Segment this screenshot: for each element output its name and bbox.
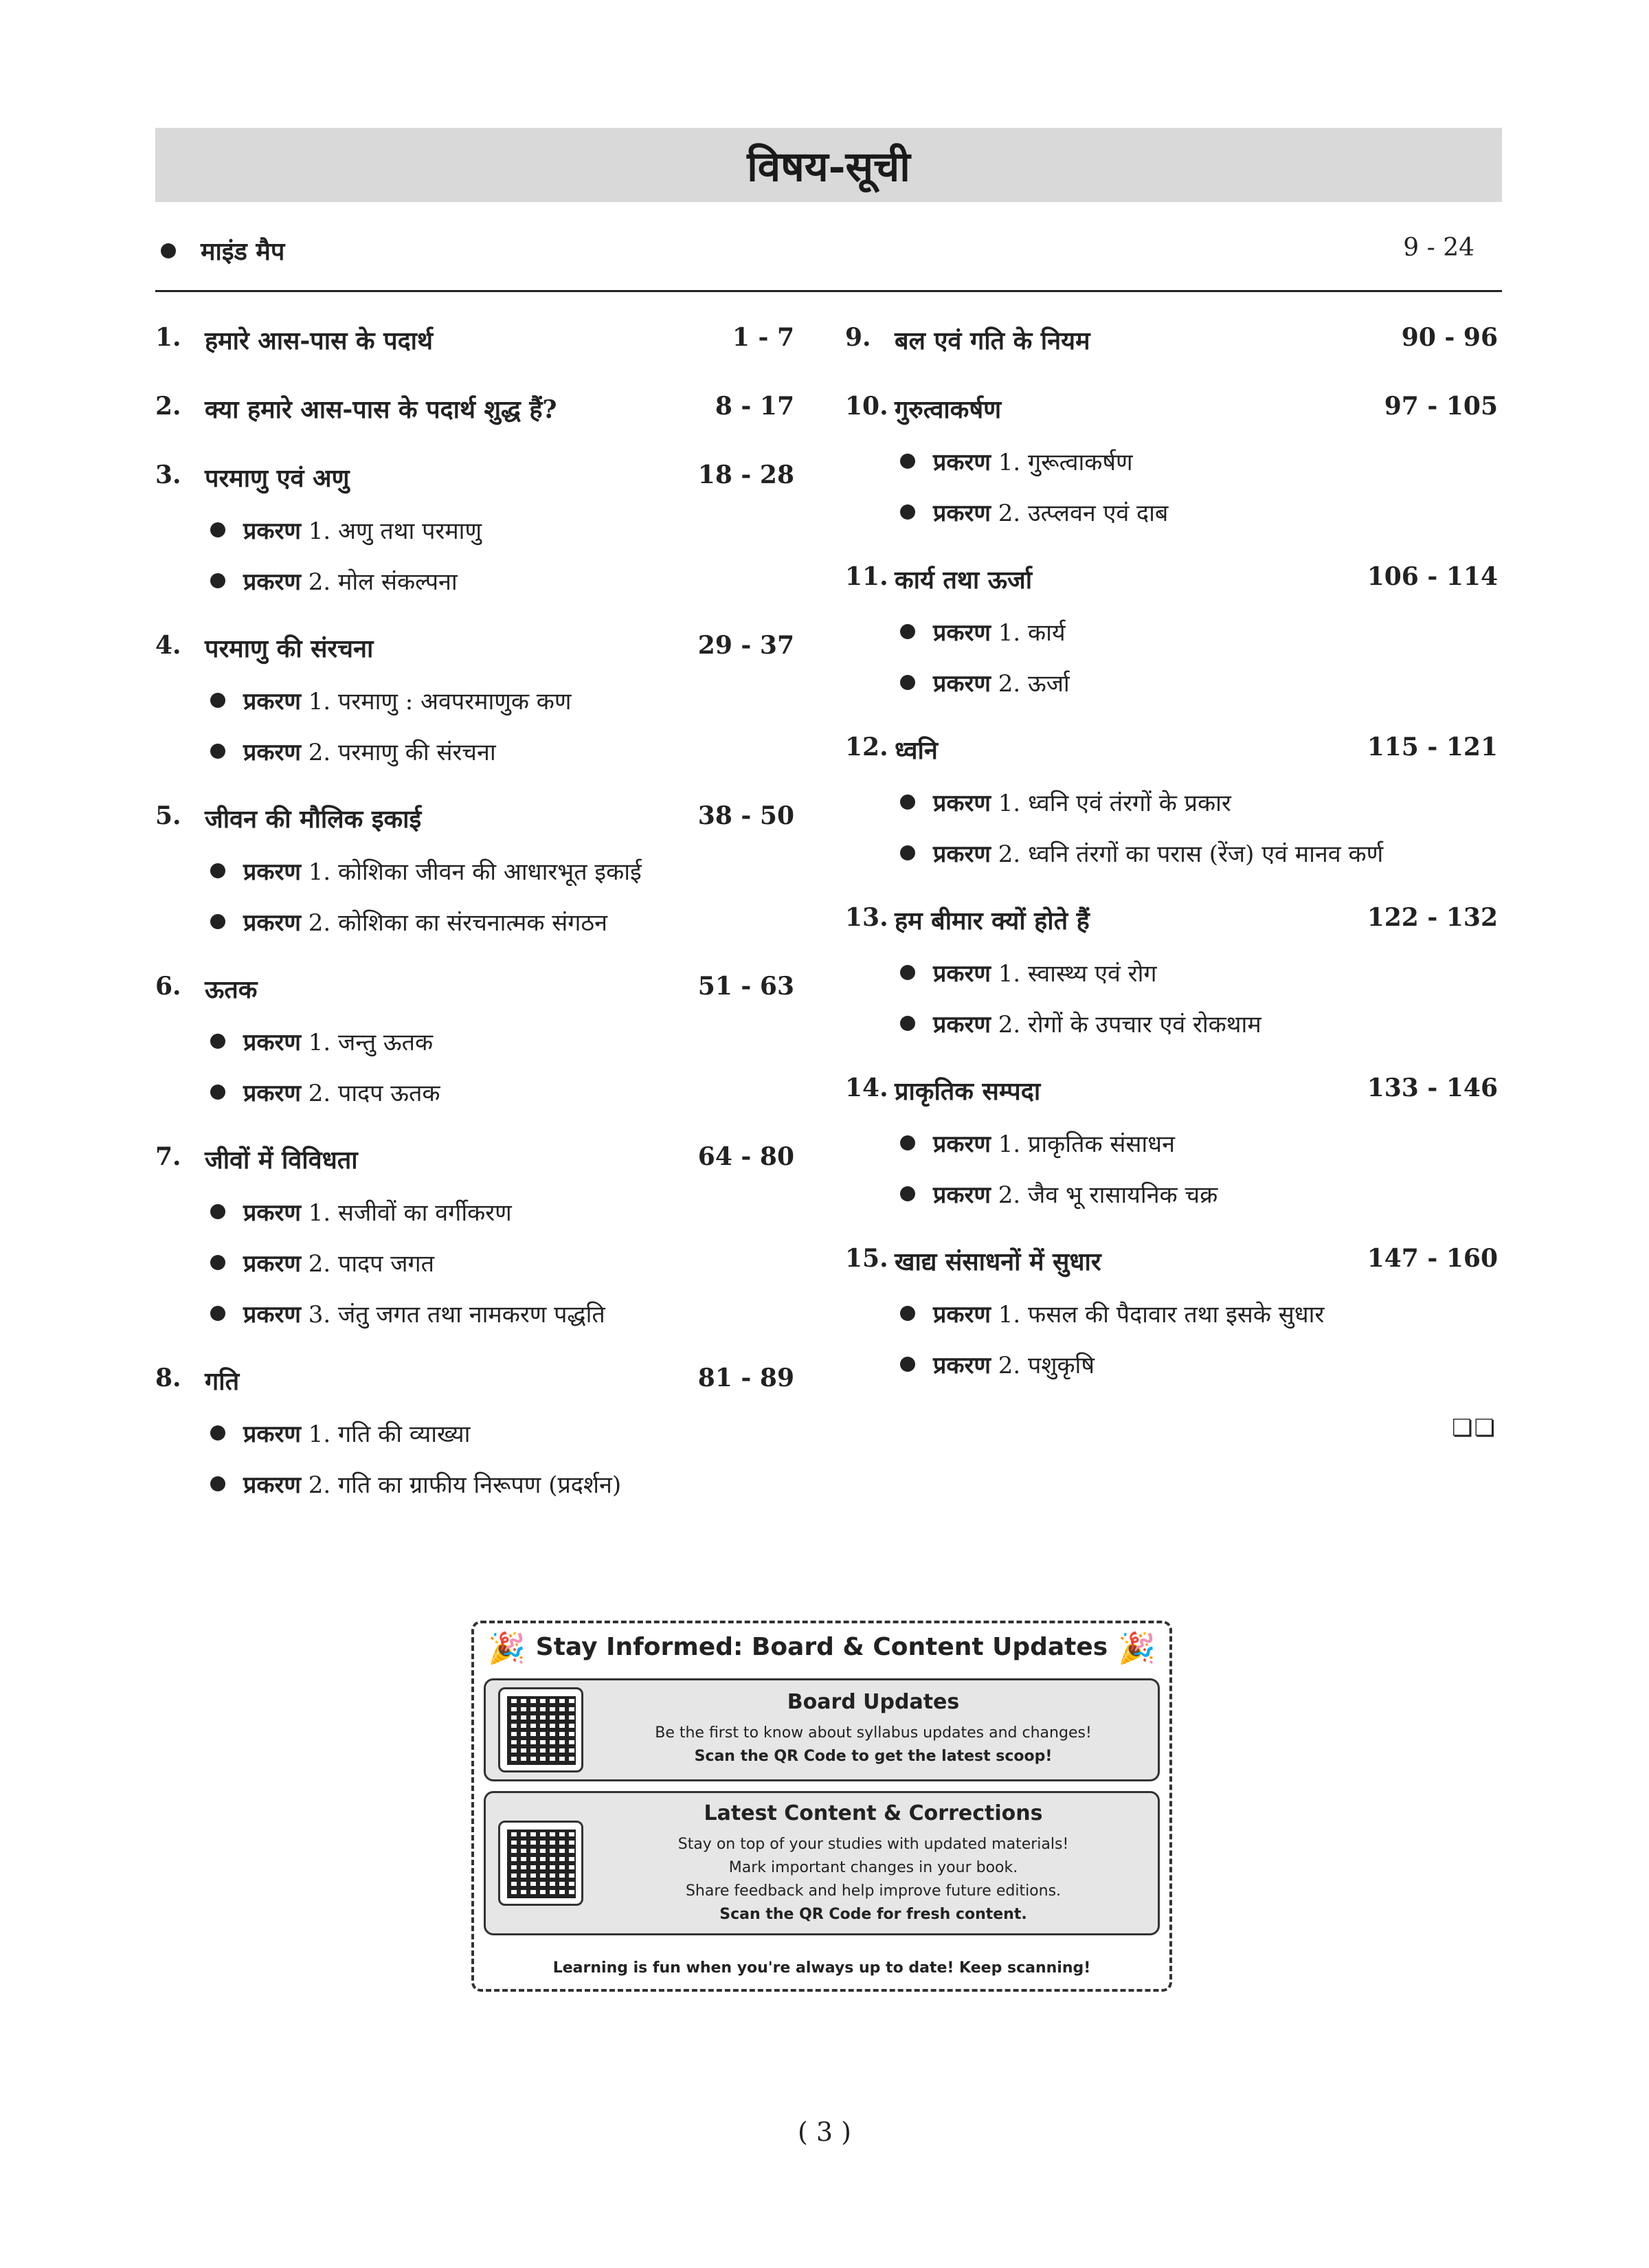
mind-map-label: माइंड मैप bbox=[201, 237, 285, 266]
bullet-icon bbox=[900, 454, 915, 469]
bullet-icon bbox=[900, 845, 915, 860]
content-updates-line: Mark important changes in your book. bbox=[728, 1859, 1018, 1876]
section-prefix: प्रकरण bbox=[243, 739, 301, 766]
section-row[interactable] bbox=[155, 906, 794, 957]
section-row[interactable] bbox=[845, 1348, 1498, 1399]
section-row[interactable] bbox=[155, 1298, 794, 1348]
bullet-icon bbox=[210, 1204, 225, 1219]
section-prefix: प्रकरण bbox=[933, 619, 991, 647]
chapter-title: परमाणु एवं अणु bbox=[205, 464, 350, 493]
content-updates-line: Share feedback and help improve future editions. bbox=[685, 1882, 1062, 1900]
chapter-row[interactable] bbox=[155, 1364, 794, 1417]
board-updates-line: Scan the QR Code to get the latest scoop! bbox=[694, 1748, 1053, 1765]
section-text: 1. फसल की पैदावार तथा इसके सुधार bbox=[998, 1301, 1325, 1328]
chapter-row[interactable] bbox=[155, 1142, 794, 1196]
toc-right-column bbox=[845, 323, 1498, 1442]
bullet-icon bbox=[210, 522, 225, 537]
chapter-number: 12. bbox=[845, 733, 888, 761]
bullet-icon bbox=[900, 1357, 915, 1372]
bullet-icon bbox=[900, 965, 915, 980]
section-prefix: प्रकरण bbox=[243, 1421, 301, 1448]
board-updates-line: Be the first to know about syllabus updates and changes! bbox=[655, 1724, 1092, 1742]
section-row[interactable] bbox=[155, 855, 794, 906]
page-title: विषय-सूची bbox=[747, 143, 910, 191]
section-text: 3. जंतु जगत तथा नामकरण पद्धति bbox=[308, 1301, 605, 1328]
section-prefix: प्रकरण bbox=[933, 1301, 991, 1328]
content-updates-title: Latest Content & Corrections bbox=[704, 1801, 1043, 1825]
section-prefix: प्रकरण bbox=[243, 909, 301, 937]
chapter-pages: 8 - 17 bbox=[715, 392, 794, 421]
section-row[interactable] bbox=[155, 735, 794, 786]
section-title bbox=[243, 1076, 440, 1108]
section-prefix: प्रकरण bbox=[243, 1080, 301, 1107]
chapter-pages: 29 - 37 bbox=[697, 631, 794, 660]
chapter-number: 1. bbox=[155, 323, 181, 352]
bullet-icon bbox=[210, 744, 225, 759]
chapter-number: 10. bbox=[845, 392, 888, 421]
section-title bbox=[243, 1468, 621, 1500]
board-updates-title: Board Updates bbox=[787, 1690, 960, 1714]
section-text: 2. परमाणु की संरचना bbox=[308, 739, 496, 766]
chapter-number: 3. bbox=[155, 460, 181, 489]
board-updates-panel bbox=[484, 1678, 1160, 1781]
section-text: 2. ऊर्जा bbox=[998, 670, 1070, 698]
section-text: 1. जन्तु ऊतक bbox=[308, 1029, 434, 1056]
chapter-title: जीवन की मौलिक इकाई bbox=[205, 805, 422, 834]
end-mark-icon: ❏❏ bbox=[1452, 1414, 1496, 1442]
section-title bbox=[243, 855, 642, 887]
section-title bbox=[933, 1127, 1175, 1159]
chapter-title: गुरुत्वाकर्षण bbox=[895, 395, 1002, 424]
section-text: 2. पशुकृषि bbox=[998, 1352, 1095, 1379]
chapter-number: 11. bbox=[845, 562, 888, 591]
section-title bbox=[243, 1298, 605, 1329]
chapter-title: क्या हमारे आस-पास के पदार्थ शुद्ध हैं? bbox=[205, 395, 557, 424]
mind-map-pages: 9 - 24 bbox=[1403, 234, 1474, 262]
bullet-icon bbox=[210, 1306, 225, 1321]
chapter-row[interactable] bbox=[155, 631, 794, 685]
section-text: 2. गति का ग्राफीय निरूपण (प्रदर्शन) bbox=[308, 1471, 622, 1499]
chapter-title: परमाणु की संरचना bbox=[205, 634, 374, 663]
section-title bbox=[933, 786, 1231, 818]
section-title bbox=[933, 1298, 1324, 1329]
section-title bbox=[933, 445, 1133, 477]
chapter-row[interactable] bbox=[155, 323, 794, 377]
page-number: ( 3 ) bbox=[798, 2117, 851, 2147]
chapter-row[interactable] bbox=[845, 903, 1498, 957]
section-text: 1. प्राकृतिक संसाधन bbox=[998, 1131, 1175, 1158]
section-title bbox=[933, 837, 1383, 869]
chapter-title: जीवों में विविधता bbox=[205, 1146, 358, 1175]
section-row[interactable] bbox=[155, 685, 794, 735]
section-prefix: प्रकरण bbox=[933, 500, 991, 527]
section-prefix: प्रकरण bbox=[243, 518, 301, 545]
section-prefix: प्रकरण bbox=[243, 858, 301, 886]
chapter-pages: 81 - 89 bbox=[697, 1364, 794, 1392]
chapter-row[interactable] bbox=[155, 460, 794, 514]
section-title bbox=[933, 957, 1157, 988]
chapter-pages: 1 - 7 bbox=[732, 323, 794, 352]
updates-footer: Learning is fun when you're always up to date! Keep scanning! bbox=[552, 1959, 1091, 1977]
chapter-row[interactable] bbox=[155, 392, 794, 445]
updates-box bbox=[471, 1621, 1172, 1992]
chapter-number: 8. bbox=[155, 1364, 181, 1392]
chapter-pages: 106 - 114 bbox=[1367, 562, 1498, 591]
updates-heading: Stay Informed: Board & Content Updates bbox=[535, 1633, 1108, 1661]
party-popper-icon: 🎉 bbox=[488, 1631, 526, 1666]
section-row[interactable] bbox=[845, 1008, 1498, 1058]
chapter-title: हमारे आस-पास के पदार्थ bbox=[205, 326, 434, 355]
chapter-pages: 64 - 80 bbox=[697, 1142, 794, 1171]
chapter-pages: 18 - 28 bbox=[697, 460, 794, 489]
section-text: 2. ध्वनि तंरगों का परास (रेंज) एवं मानव कर्ण bbox=[998, 841, 1384, 868]
chapter-pages: 51 - 63 bbox=[697, 972, 794, 1001]
section-text: 1. अणु तथा परमाणु bbox=[308, 518, 482, 545]
section-prefix: प्रकरण bbox=[243, 568, 301, 596]
section-text: 2. उत्प्लवन एवं दाब bbox=[998, 500, 1169, 527]
section-text: 1. स्वास्थ्य एवं रोग bbox=[998, 960, 1157, 988]
section-row[interactable] bbox=[155, 1468, 794, 1519]
section-row[interactable] bbox=[845, 616, 1498, 667]
bullet-icon bbox=[210, 1425, 225, 1441]
section-text: 2. जैव भू रासायनिक चक्र bbox=[998, 1181, 1218, 1209]
chapter-pages: 133 - 146 bbox=[1367, 1074, 1498, 1102]
section-row[interactable] bbox=[155, 1417, 794, 1468]
section-prefix: प्रकरण bbox=[933, 449, 991, 476]
bullet-icon bbox=[210, 693, 225, 708]
section-text: 2. पादप जगत bbox=[308, 1250, 435, 1278]
section-prefix: प्रकरण bbox=[933, 670, 991, 698]
toc-left-column bbox=[155, 323, 794, 1534]
chapter-row[interactable] bbox=[845, 733, 1498, 786]
bullet-icon bbox=[210, 573, 225, 588]
chapter-pages: 122 - 132 bbox=[1367, 903, 1498, 932]
chapter-title: हम बीमार क्यों होते हैं bbox=[895, 907, 1090, 935]
chapter-row[interactable] bbox=[155, 801, 794, 855]
chapter-row[interactable] bbox=[845, 323, 1498, 377]
chapter-pages: 147 - 160 bbox=[1367, 1244, 1498, 1273]
section-row[interactable] bbox=[155, 1076, 794, 1127]
bullet-icon bbox=[210, 1476, 225, 1491]
section-row[interactable] bbox=[155, 1025, 794, 1076]
section-prefix: प्रकरण bbox=[933, 1131, 991, 1158]
section-text: 1. परमाणु : अवपरमाणुक कण bbox=[308, 688, 572, 715]
section-row[interactable] bbox=[845, 1127, 1498, 1178]
section-row[interactable] bbox=[155, 1247, 794, 1298]
chapter-title: गति bbox=[205, 1367, 240, 1396]
section-text: 1. ध्वनि एवं तंरगों के प्रकार bbox=[998, 790, 1231, 817]
chapter-number: 2. bbox=[155, 392, 181, 421]
content-updates-line: Stay on top of your studies with updated materials! bbox=[677, 1836, 1069, 1853]
bullet-icon bbox=[210, 1085, 225, 1100]
section-title bbox=[933, 496, 1168, 528]
section-row[interactable] bbox=[845, 957, 1498, 1008]
chapter-number: 13. bbox=[845, 903, 888, 932]
section-row[interactable] bbox=[845, 667, 1498, 718]
section-title bbox=[243, 565, 458, 597]
section-row[interactable] bbox=[845, 1178, 1498, 1229]
section-prefix: प्रकरण bbox=[933, 1352, 991, 1379]
chapter-title: कार्य तथा ऊर्जा bbox=[895, 566, 1033, 594]
divider bbox=[155, 290, 1502, 292]
bullet-icon bbox=[900, 1135, 915, 1150]
section-prefix: प्रकरण bbox=[243, 1250, 301, 1278]
chapter-number: 14. bbox=[845, 1074, 888, 1102]
bullet-icon bbox=[210, 863, 225, 878]
chapter-pages: 38 - 50 bbox=[697, 801, 794, 830]
section-title bbox=[243, 685, 571, 716]
chapter-row[interactable] bbox=[845, 1074, 1498, 1127]
section-prefix: प्रकरण bbox=[933, 790, 991, 817]
section-text: 2. मोल संकल्पना bbox=[308, 568, 458, 596]
bullet-icon bbox=[900, 1306, 915, 1321]
chapter-title: ऊतक bbox=[205, 975, 258, 1004]
title-bar bbox=[155, 128, 1502, 202]
section-title bbox=[933, 1178, 1218, 1210]
section-text: 1. सजीवों का वर्गीकरण bbox=[308, 1199, 512, 1227]
content-updates-line: Scan the QR Code for fresh content. bbox=[719, 1906, 1027, 1923]
section-title bbox=[933, 667, 1070, 698]
section-title bbox=[933, 616, 1066, 647]
qr-code-icon[interactable] bbox=[498, 1821, 583, 1906]
section-title bbox=[243, 1247, 434, 1278]
section-text: 1. कार्य bbox=[998, 619, 1066, 647]
section-prefix: प्रकरण bbox=[243, 1301, 301, 1328]
section-title bbox=[933, 1348, 1095, 1380]
section-prefix: प्रकरण bbox=[933, 1181, 991, 1209]
chapter-number: 9. bbox=[845, 323, 871, 352]
section-row[interactable] bbox=[845, 786, 1498, 837]
chapter-number: 4. bbox=[155, 631, 181, 660]
section-prefix: प्रकरण bbox=[933, 841, 991, 868]
section-row[interactable] bbox=[845, 496, 1498, 547]
party-popper-icon: 🎉 bbox=[1118, 1631, 1156, 1666]
qr-code-icon[interactable] bbox=[498, 1687, 583, 1772]
chapter-row[interactable] bbox=[845, 392, 1498, 445]
chapter-number: 15. bbox=[845, 1244, 888, 1273]
section-title bbox=[243, 1025, 433, 1057]
bullet-icon bbox=[161, 243, 176, 258]
chapter-title: प्राकृतिक सम्पदा bbox=[895, 1077, 1041, 1106]
section-row[interactable] bbox=[845, 837, 1498, 888]
section-title bbox=[243, 735, 496, 767]
bullet-icon bbox=[900, 794, 915, 810]
section-text: 2. कोशिका का संरचनात्मक संगठन bbox=[308, 909, 608, 937]
bullet-icon bbox=[210, 1034, 225, 1049]
section-text: 2. रोगों के उपचार एवं रोकथाम bbox=[998, 1011, 1261, 1038]
section-row[interactable] bbox=[155, 514, 794, 565]
section-prefix: प्रकरण bbox=[243, 1029, 301, 1056]
bullet-icon bbox=[900, 1016, 915, 1031]
section-prefix: प्रकरण bbox=[243, 1471, 301, 1499]
chapter-row[interactable] bbox=[155, 972, 794, 1025]
section-title bbox=[243, 1417, 470, 1449]
chapter-title: बल एवं गति के नियम bbox=[895, 326, 1090, 355]
chapter-number: 5. bbox=[155, 801, 181, 830]
chapter-number: 6. bbox=[155, 972, 181, 1001]
chapter-pages: 115 - 121 bbox=[1367, 733, 1498, 761]
chapter-title: ध्वनि bbox=[895, 736, 938, 765]
section-row[interactable] bbox=[155, 1196, 794, 1247]
bullet-icon bbox=[900, 1186, 915, 1201]
section-prefix: प्रकरण bbox=[243, 1199, 301, 1227]
section-row[interactable] bbox=[845, 445, 1498, 496]
chapter-number: 7. bbox=[155, 1142, 181, 1171]
bullet-icon bbox=[900, 624, 915, 639]
section-prefix: प्रकरण bbox=[933, 960, 991, 988]
section-prefix: प्रकरण bbox=[933, 1011, 991, 1038]
section-text: 2. पादप ऊतक bbox=[308, 1080, 440, 1107]
bullet-icon bbox=[210, 1255, 225, 1270]
content-updates-panel bbox=[484, 1791, 1160, 1935]
chapter-row[interactable] bbox=[845, 562, 1498, 616]
section-row[interactable] bbox=[845, 1298, 1498, 1348]
section-text: 1. गति की व्याख्या bbox=[308, 1421, 471, 1448]
bullet-icon bbox=[210, 914, 225, 929]
section-text: 1. कोशिका जीवन की आधारभूत इकाई bbox=[308, 858, 642, 886]
section-title bbox=[243, 1196, 512, 1227]
section-prefix: प्रकरण bbox=[243, 688, 301, 715]
chapter-pages: 97 - 105 bbox=[1384, 392, 1498, 421]
section-title bbox=[933, 1008, 1261, 1039]
bullet-icon bbox=[900, 504, 915, 520]
chapter-row[interactable] bbox=[845, 1244, 1498, 1298]
mind-map-row[interactable] bbox=[155, 234, 1474, 275]
section-title bbox=[243, 906, 607, 937]
chapter-title: खाद्य संसाधनों में सुधार bbox=[895, 1247, 1101, 1276]
bullet-icon bbox=[900, 675, 915, 690]
section-text: 1. गुरूत्वाकर्षण bbox=[998, 449, 1133, 476]
section-title bbox=[243, 514, 482, 546]
section-row[interactable] bbox=[155, 565, 794, 616]
chapter-pages: 90 - 96 bbox=[1401, 323, 1498, 352]
